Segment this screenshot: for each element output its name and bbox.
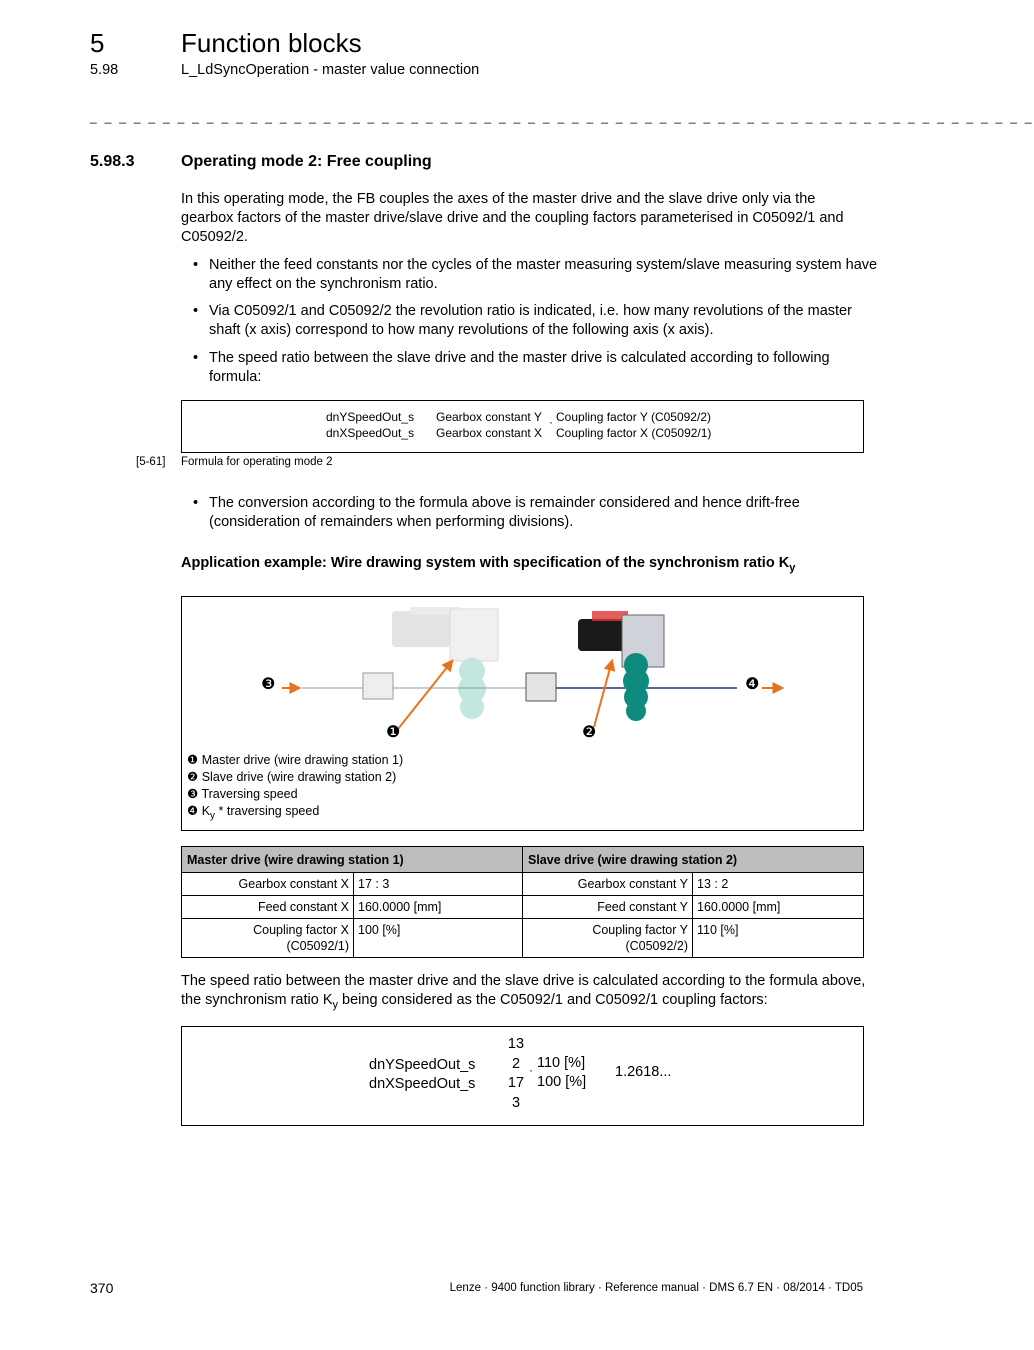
table-cell-label: Gearbox constant Y: [523, 873, 693, 896]
header-divider: _ _ _ _ _ _ _ _ _ _ _ _ _ _ _ _ _ _ _ _ _ _ _ _ _ _ _ _ _ _ _ _ _ _ _ _ _ _ _ _ _ _ _ _ _ _ _ _ _ _ _ _ _ _ _ _ _ _ _ _ _ _ _ _ _: [90, 110, 1034, 124]
legend-text: Traversing speed: [201, 787, 298, 801]
legend-marker: ❷: [187, 770, 199, 784]
table-row: [182, 873, 864, 896]
table-header-row: [182, 847, 864, 873]
legend-prefix: K: [201, 804, 211, 818]
formula-numerator: dnYSpeedOut_s: [326, 410, 415, 424]
formula2-result: 1.2618...: [615, 1064, 672, 1080]
bullet-text: Neither the feed constants nor the cycles of the master measuring system/slave measuring system have any effect on the synchronism ratio.: [209, 257, 878, 292]
table-cell-value: 13 : 2: [693, 873, 864, 896]
table-cell-label: Feed constant X: [182, 896, 354, 919]
formula-denominator: dnXSpeedOut_s: [326, 426, 415, 440]
caption-text: Formula for operating mode 2: [181, 456, 333, 468]
application-heading-sub: y: [789, 561, 796, 574]
legend-marker: ❶: [187, 753, 199, 767]
formula-denominator: dnXSpeedOut_s: [369, 1076, 476, 1092]
legend-marker: ❸: [187, 787, 199, 801]
table-row: [182, 919, 864, 958]
formula-numerator: dnYSpeedOut_s: [369, 1057, 476, 1073]
bullet-dot: •: [193, 495, 199, 511]
table-cell-label: [523, 919, 693, 958]
table-cell-value: 100 [%]: [354, 919, 523, 958]
subsection-number: 5.98.3: [90, 153, 135, 170]
bullet-text: Via C05092/1 and C05092/2 the revolution ratio is indicated, i.e. how many revolutions of the master shaft (x axis) correspond to how many revolutions of the following axis (x axis).: [209, 303, 852, 338]
table-cell-value: 160.0000 [mm]: [693, 896, 864, 919]
legend-item: [187, 752, 403, 769]
drive-parameters-table: [181, 846, 864, 958]
marker-4: ❹: [745, 676, 760, 693]
section-number: 5.98: [90, 62, 119, 78]
wire-drawing-illustration: [182, 597, 863, 747]
paragraph-text: being considered as the C05092/1 and C05092/1 coupling factors:: [338, 992, 768, 1008]
table-cell-label: Gearbox constant X: [182, 873, 354, 896]
marker-1: ❶: [386, 724, 401, 741]
slave-drive-illustration: [578, 611, 664, 721]
table-cell-label-line: Coupling factor Y: [592, 923, 688, 937]
paragraph-sub: y: [332, 998, 339, 1011]
formula2-gearbox-fraction: [507, 1035, 525, 1113]
table-cell-value: 17 : 3: [354, 873, 523, 896]
formula-denominator: Coupling factor X (C05092/1): [556, 426, 712, 440]
table-cell-label-line: Coupling factor X: [253, 923, 349, 937]
table-cell-label-line: (C05092/2): [625, 939, 688, 953]
bullet-dot: •: [193, 303, 199, 319]
figure-legend: [187, 752, 403, 825]
bullet-dot: •: [193, 257, 199, 273]
formula-value: 2: [511, 1055, 521, 1072]
legend-item: [187, 803, 403, 825]
intro-paragraph: In this operating mode, the FB couples the axes of the master drive and the slave drive only via the gearbox factors of the master drive/slave drive and the coupling factors parameterised in C05092/1 and C05092/2.: [181, 191, 844, 245]
formula-box: [181, 400, 864, 453]
formula-denominator: Gearbox constant X: [436, 426, 543, 440]
page-number: 370: [90, 1280, 114, 1296]
legend-text: Master drive (wire drawing station 1): [201, 753, 404, 767]
legend-item: [187, 786, 403, 803]
section-title: L_LdSyncOperation - master value connection: [181, 62, 480, 78]
legend-text: Slave drive (wire drawing station 2): [201, 770, 397, 784]
chapter-title: Function blocks: [181, 28, 362, 58]
formula-dot: ·: [549, 415, 553, 429]
figure-box: [181, 596, 864, 831]
table-cell-value: 160.0000 [mm]: [354, 896, 523, 919]
formula-mid-fraction: [436, 409, 542, 441]
guide-block-faded: [363, 673, 393, 699]
table-header: Slave drive (wire drawing station 2): [523, 847, 864, 873]
formula-numerator: Coupling factor Y (C05092/2): [556, 410, 711, 424]
guide-block: [526, 673, 556, 701]
legend-item: [187, 769, 403, 786]
formula-left-fraction: [326, 409, 414, 441]
table-cell-value: 110 [%]: [693, 919, 864, 958]
formula-value: 17: [507, 1075, 525, 1091]
table-cell-label: Feed constant Y: [523, 896, 693, 919]
chapter-number: 5: [90, 28, 105, 58]
application-heading: [181, 555, 795, 574]
bullet-text: The speed ratio between the slave drive and the master drive is calculated according to following formula:: [209, 350, 830, 385]
arrow-slave-drive: [594, 661, 612, 727]
marker-2: ❷: [582, 724, 597, 741]
bullet-item: [193, 256, 879, 294]
table-row: [182, 896, 864, 919]
table-cell-label-line: (C05092/1): [286, 939, 349, 953]
formula-dot: ·: [529, 1063, 533, 1077]
formula-box-example: [181, 1026, 864, 1126]
formula-right-fraction: [556, 409, 711, 441]
master-drive-illustration: [392, 607, 498, 719]
marker-3: ❸: [261, 676, 276, 693]
bullet-dot: •: [193, 350, 199, 366]
formula-numerator: Gearbox constant Y: [436, 410, 542, 424]
formula2-coupling-fraction: [537, 1054, 586, 1092]
formula-value: 13: [507, 1036, 525, 1052]
legend-text: * traversing speed: [215, 804, 320, 818]
table-header: Master drive (wire drawing station 1): [182, 847, 523, 873]
speed-ratio-paragraph: [181, 972, 866, 1015]
formula-value: 3: [511, 1094, 521, 1111]
arrow-master-drive: [398, 661, 452, 729]
caption-number: [5-61]: [136, 456, 166, 468]
formula-numerator: 110 [%]: [537, 1055, 586, 1071]
legend-sub: y: [210, 810, 216, 822]
bullet-item: [193, 349, 879, 387]
paragraph-text: The speed ratio between the master drive and the slave drive is calculated according to the formula above, the synchronism ratio K: [181, 973, 866, 1008]
bullet-item: [193, 302, 879, 340]
formula2-left-fraction: [369, 1056, 475, 1094]
bullet-item: [193, 494, 879, 532]
table-cell-label: [182, 919, 354, 958]
legend-marker: ❹: [187, 804, 199, 818]
application-heading-text: Application example: Wire drawing system with specification of the synchronism ratio K: [181, 555, 790, 571]
bullet-text: The conversion according to the formula above is remainder considered and hence drift-free (consideration of remainders when performing divisions).: [209, 495, 800, 530]
subsection-title: Operating mode 2: Free coupling: [181, 153, 432, 170]
footer-reference: Lenze · 9400 function library · Reference manual · DMS 6.7 EN · 08/2014 · TD05: [449, 1282, 863, 1294]
formula-denominator: 100 [%]: [537, 1074, 587, 1090]
